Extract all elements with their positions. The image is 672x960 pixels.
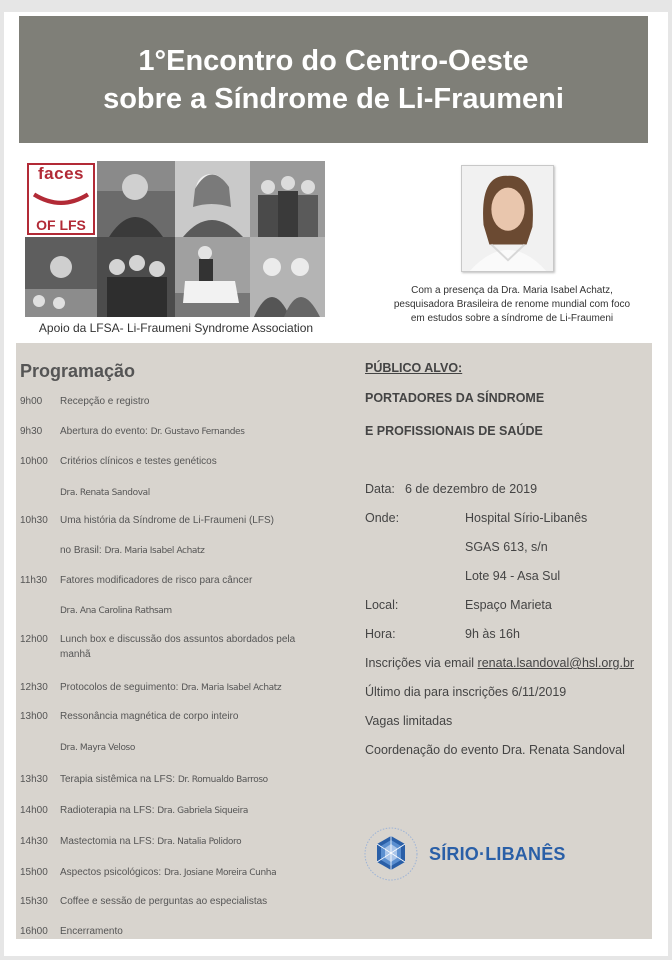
program-activity: Lunch box e discussão dos assuntos abordados pela manhã xyxy=(60,634,296,660)
photo-family xyxy=(250,161,325,237)
program-activity: Dra. Renata Sandoval xyxy=(60,488,150,498)
audience-heading: PÚBLICO ALVO: xyxy=(365,361,463,375)
program-row xyxy=(20,573,360,589)
program-activity: Ressonância magnética de corpo inteiro xyxy=(60,711,239,722)
program-time: 13h00 xyxy=(20,711,48,722)
program-activity: Terapia sistêmica na LFS: Dr. Romualdo Barroso xyxy=(60,774,268,785)
program-row xyxy=(20,394,360,410)
program-time: 10h00 xyxy=(20,456,48,467)
support-caption: Apoio da LFSA- Li-Fraumeni Syndrome Association xyxy=(38,321,314,335)
photo-group xyxy=(97,237,175,317)
program-activity: no Brasil: Dra. Maria Isabel Achatz xyxy=(60,545,205,556)
program-activity: Dra. Mayra Veloso xyxy=(60,743,135,753)
program-time xyxy=(20,740,60,756)
registration-line xyxy=(365,656,634,670)
program-row xyxy=(20,454,360,470)
registration-text: Inscrições via email xyxy=(365,656,478,670)
program-row xyxy=(20,424,360,440)
program-time: 10h30 xyxy=(20,515,48,526)
photo-kitchen xyxy=(25,237,97,317)
program-time xyxy=(20,543,60,559)
program-row xyxy=(20,603,360,619)
program-activity: Coffee e sessão de perguntas ao especialistas xyxy=(60,896,268,907)
doctor-caption-line: em estudos sobre a síndrome de Li-Fraumeni xyxy=(410,313,614,324)
program-time: 13h30 xyxy=(20,774,48,785)
where-line: Hospital Sírio-Libanês xyxy=(465,511,588,525)
title-line-1: 1°Encontro do Centro-Oeste xyxy=(138,44,529,77)
program-row xyxy=(20,632,310,663)
doctor-caption-line: pesquisadora Brasileira de renome mundial com foco xyxy=(393,299,631,310)
program-time: 14h00 xyxy=(20,805,48,816)
program-activity: Aspectos psicológicos: Dra. Josiane Moreira Cunha xyxy=(60,867,277,878)
program-row xyxy=(20,834,360,850)
audience-line: PORTADORES DA SÍNDROME xyxy=(365,391,545,405)
program-time: 11h30 xyxy=(20,575,48,586)
time-value: 9h às 16h xyxy=(465,627,520,641)
program-row xyxy=(20,894,360,910)
audience-line: E PROFISSIONAIS DE SAÚDE xyxy=(365,424,543,438)
program-row xyxy=(20,803,360,819)
coordination-line: Coordenação do evento Dra. Renata Sandoval xyxy=(365,743,625,757)
local-value: Espaço Marieta xyxy=(465,598,552,612)
program-row xyxy=(20,772,360,788)
program-row xyxy=(20,680,360,696)
time-label: Hora: xyxy=(365,627,396,641)
faces-of-lfs-logo xyxy=(27,163,95,235)
program-time xyxy=(20,603,60,619)
program-time: 12h30 xyxy=(20,682,48,693)
where-line: Lote 94 - Asa Sul xyxy=(465,569,561,583)
hospital-emblem-icon xyxy=(363,826,419,882)
program-activity: Fatores modificadores de risco para câncer xyxy=(60,575,253,586)
program-time: 14h30 xyxy=(20,836,48,847)
doctor-portrait xyxy=(461,165,554,272)
last-day-line: Último dia para inscrições 6/11/2019 xyxy=(365,685,567,699)
local-label: Local: xyxy=(365,598,399,612)
registration-email-link[interactable]: renata.lsandoval@hsl.org.br xyxy=(477,656,635,670)
date-value: 6 de dezembro de 2019 xyxy=(405,482,538,496)
program-title: Programação xyxy=(20,361,136,381)
date-label: Data: xyxy=(365,482,395,496)
hospital-name: SÍRIO·LIBANÊS xyxy=(429,843,566,864)
photo-friends xyxy=(250,237,325,317)
program-row xyxy=(20,513,360,529)
title-banner xyxy=(19,16,648,143)
hospital-logo xyxy=(363,826,566,882)
doctor-caption xyxy=(370,284,654,326)
smile-icon xyxy=(29,183,93,216)
title-line-2: sobre a Síndrome de Li-Fraumeni xyxy=(103,82,564,115)
program-row xyxy=(20,543,360,559)
program-row xyxy=(20,709,360,725)
faces-logo-word: faces xyxy=(38,164,84,183)
photo-collage xyxy=(25,161,325,317)
faces-logo-subtitle: OF LFS xyxy=(36,217,86,233)
where-line: SGAS 613, s/n xyxy=(465,540,548,554)
program-time: 9h00 xyxy=(20,396,43,407)
limited-line: Vagas limitadas xyxy=(365,714,453,728)
program-row xyxy=(20,740,360,756)
photo-horse xyxy=(175,237,250,317)
where-label: Onde: xyxy=(365,511,400,525)
program-activity: Recepção e registro xyxy=(60,396,150,407)
program-row xyxy=(20,865,360,881)
program-activity: Dra. Ana Carolina Rathsam xyxy=(60,606,172,616)
program-time xyxy=(20,485,60,501)
program-activity: Uma história da Síndrome de Li-Fraumeni (LFS) xyxy=(60,515,274,526)
program-row xyxy=(20,485,360,501)
program-time: 15h00 xyxy=(20,867,48,878)
doctor-caption-line: Com a presença da Dra. Maria Isabel Achatz, xyxy=(411,285,613,296)
program-row xyxy=(20,924,360,940)
program-time: 9h30 xyxy=(20,426,43,437)
program-activity: Critérios clínicos e testes genéticos xyxy=(60,456,217,467)
program-time: 12h00 xyxy=(20,634,48,645)
photo-boy xyxy=(97,161,175,237)
program-activity: Abertura do evento: Dr. Gustavo Fernandes xyxy=(60,426,245,437)
photo-woman xyxy=(175,161,250,237)
program-activity: Mastectomia na LFS: Dra. Natalia Polidoro xyxy=(60,836,242,847)
program-activity: Protocolos de seguimento: Dra. Maria Isabel Achatz xyxy=(60,682,282,693)
program-time: 15h30 xyxy=(20,896,48,907)
program-activity: Encerramento xyxy=(60,926,123,937)
program-time: 16h00 xyxy=(20,926,48,937)
program-activity: Radioterapia na LFS: Dra. Gabriela Siqueira xyxy=(60,805,249,816)
